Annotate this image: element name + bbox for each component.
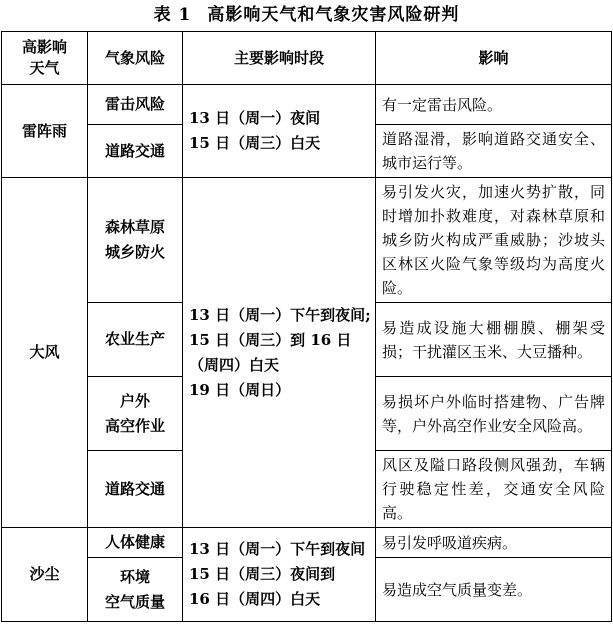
table-number: 表 1 <box>153 5 192 25</box>
risk-table <box>1 31 612 622</box>
risk-cell: 人体健康 <box>88 528 183 558</box>
header-risk: 气象风险 <box>88 32 183 85</box>
risk-cell: 环境 空气质量 <box>88 558 183 622</box>
impact-cell: 易造成空气质量变差。 <box>376 558 612 622</box>
time-cell: 13 日（周一）下午到夜间; 15 日（周三）到 16 日（周四）白天 19 日（周日） <box>183 178 376 528</box>
impact-cell: 易引发呼吸道疾病。 <box>376 528 612 558</box>
weather-gale: 大风 <box>2 178 88 528</box>
time-cell: 13 日（周一）夜间 15 日（周三）白天 <box>183 85 376 178</box>
table-row <box>2 178 612 303</box>
table-title <box>0 2 613 28</box>
impact-cell: 易引发火灾，加速火势扩散，同时增加扑救难度，对森林草原和城乡防火构成严重威胁；沙坡头区林区火险气象等级均为高度火险。 <box>376 178 612 303</box>
weather-dust: 沙尘 <box>2 528 88 622</box>
risk-cell: 道路交通 <box>88 451 183 528</box>
risk-cell: 森林草原 城乡防火 <box>88 178 183 303</box>
impact-cell: 道路湿滑，影响道路交通安全、城市运行等。 <box>376 125 612 178</box>
header-time: 主要影响时段 <box>183 32 376 85</box>
table-title-text: 高影响天气和气象灾害风险研判 <box>207 5 460 25</box>
header-weather: 高影响 天气 <box>2 32 88 85</box>
risk-cell: 户外 高空作业 <box>88 377 183 451</box>
weather-thunderstorm: 雷阵雨 <box>2 85 88 178</box>
header-row <box>2 32 612 85</box>
impact-cell: 易造成设施大棚棚膜、棚架受损；干扰灌区玉米、大豆播种。 <box>376 303 612 377</box>
risk-cell: 农业生产 <box>88 303 183 377</box>
time-cell: 13 日（周一）下午到夜间 15 日（周三）夜间到 16 日（周四）白天 <box>183 528 376 622</box>
risk-cell: 雷击风险 <box>88 85 183 125</box>
table-row <box>2 85 612 125</box>
header-impact: 影响 <box>376 32 612 85</box>
risk-cell: 道路交通 <box>88 125 183 178</box>
impact-cell: 风区及隘口路段侧风强劲，车辆行驶稳定性差，交通安全风险高。 <box>376 451 612 528</box>
table-row <box>2 528 612 558</box>
impact-cell: 易损坏户外临时搭建物、广告牌等，户外高空作业安全风险高。 <box>376 377 612 451</box>
impact-cell: 有一定雷击风险。 <box>376 85 612 125</box>
